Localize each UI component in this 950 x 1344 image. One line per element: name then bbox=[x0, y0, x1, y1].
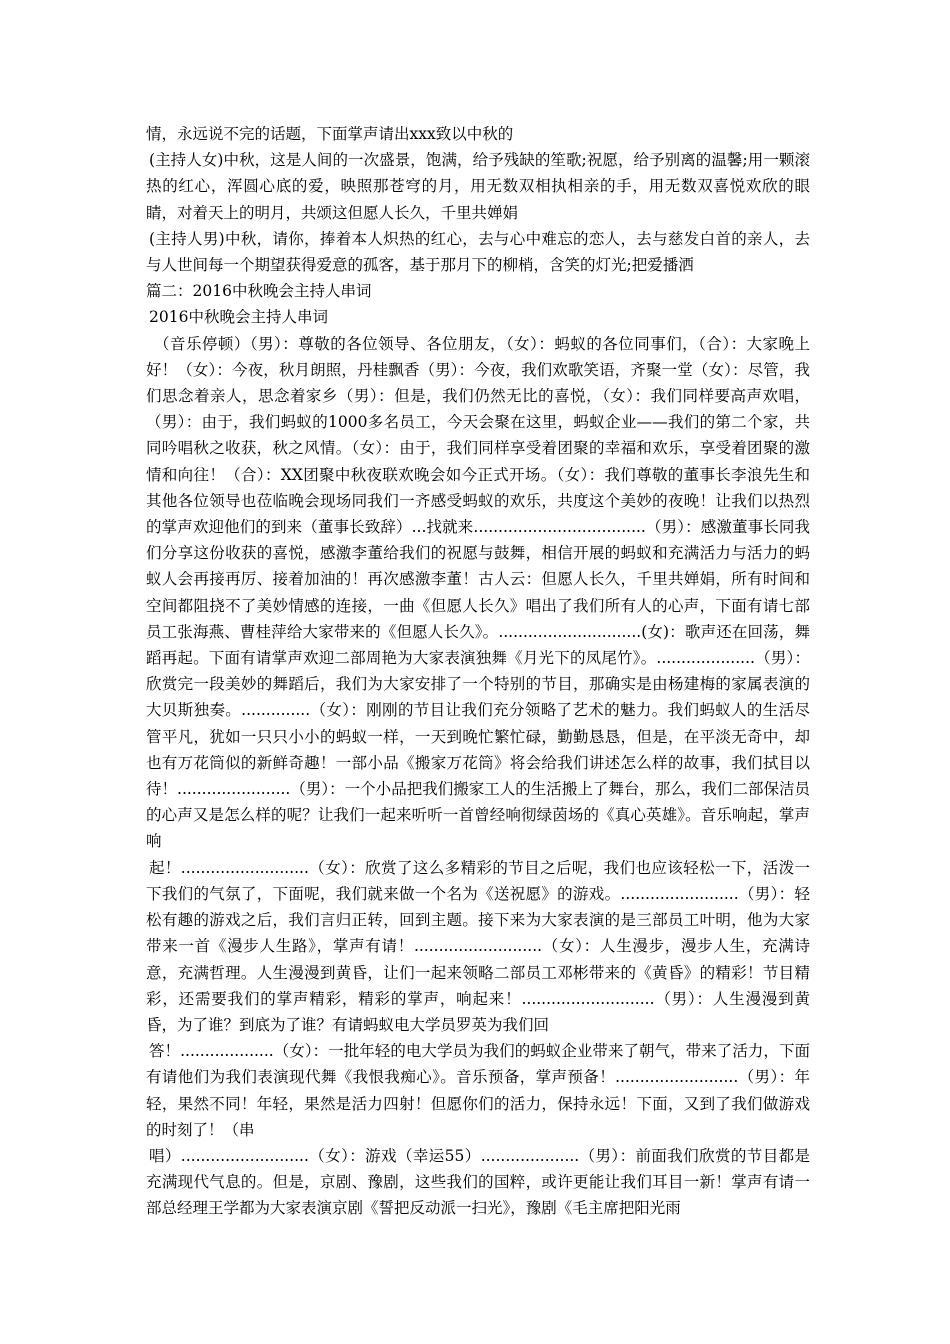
paragraph-script-part4: 唱）..........................（女）：游戏（幸运55）....................（男）：前面我们欣赏的节目都是充满现代气息的。但是，京剧、豫剧，这些我们的国粹，或许更能让我们耳目一新！掌声有请一部总经理王学都为大家表演京剧《誓把反动派一扫光》，豫剧《毛主席把阳光雨 bbox=[146, 1146, 810, 1218]
paragraph-script-main: （音乐停顿）（男）：尊敬的各位领导、各位朋友，（女）：蚂蚁的各位同事们，（合）：大家晚上好！（女）：今夜，秋月朗照，丹桂飘香（男）：今夜，我们欢歌笑语，齐聚一堂（女）：尽管，我们思念着亲人，思念着家乡（男）：但是，我们仍然无比的喜悦，（女）：我们同样要高声欢唱，（男）：由于，我们蚂蚁的1000多名员工，今天会聚在这里，蚂蚁企业——我们的第二个家，共同吟唱秋之收获，秋之风情。（女）：由于，我们同样享受着团聚的幸福和欢乐，享受着团聚的激情和向往！（合）：XX团聚中秋夜联欢晚会如今正式开场。（女）：我们尊敬的董事长李浪先生和其他各位领导也莅临晚会现场同我们一齐感受蚂蚁的欢乐，共度这个美妙的夜晚！让我们以热烈的掌声欢迎他们的到来（董事长致辞）...找就来...................................（男）：感激董事长同我们分享这份收获的喜悦，感激李董给我们的祝愿与鼓舞，相信开展的蚂蚁和充满活力与活力的蚂蚁人会再接再厉、接着加油的！再次感激李董！古人云：但愿人长久，千里共婵娟，所有时间和空间都阻挠不了美妙情感的连接，一曲《但愿人长久》唱出了我们所有人的心声，下面有请七部员工张海燕、曹桂萍给大家带来的《但愿人长久》。.............................(女)：歌声还在回荡，舞蹈再起。下面有请掌声欢迎二部周艳为大家表演独舞《月光下的凤尾竹》。....................（男）：欣赏完一段美妙的舞蹈后，我们为大家安排了一个特别的节目，那确实是由杨建梅的家属表演的大贝斯独奏。..............（女）：刚刚的节目让我们充分领略了艺术的魅力。我们蚂蚁人的生活尽管平凡，犹如一只只小小的蚂蚁一样，一天到晚忙繁忙碌，勤勤恳恳，但是，在平淡无奇中，却也有万花筒似的新鲜奇趣！一部小品《搬家万花筒》将会给我们讲述怎么样的故事，我们拭目以待！.......................（男）：一个小品把我们搬家工人的生活搬上了舞台，那么，我们二部保洁员的心声又是怎么样的呢？让我们一起来听听一首曾经响彻绿茵场的《真心英雄》。音乐响起，掌声响 bbox=[146, 334, 810, 851]
paragraph-host-male: (主持人男)中秋，请你，捧着本人炽热的红心，去与心中难忘的恋人，去与慈发白首的亲人，去与人世间每一个期望获得爱意的孤客，基于那月下的柳梢，含笑的灯光;把爱播洒 bbox=[146, 229, 810, 275]
document-body bbox=[146, 121, 810, 1222]
section-title: 2016中秋晚会主持人串词 bbox=[149, 308, 328, 327]
paragraph-intro-tail: 情，永远说不完的话题，下面掌声请出xxx致以中秋的 bbox=[146, 125, 514, 143]
paragraph-script-part2: 起！..........................（女）：欣赏了这么多精彩的节目之后呢，我们也应该轻松一下，活泼一下我们的气氛了，下面呢，我们就来做一个名为《送祝愿》的游戏。........................（男）：轻松有趣的游戏之后，我们言归正转，回到主题。接下来为大家表演的是三部员工叶明，他为大家带来一首《漫步人生路》，掌声有请！..........................（女）：人生漫步，漫步人生，充满诗意，充满哲理。人生漫漫到黄昏，让们一起来领略二部员工邓彬带来的《黄昏》的精彩！节目精彩，还需要我们的掌声精彩，精彩的掌声，响起来！...........................（男）：人生漫漫到黄昏，为了谁？到底为了谁？有请蚂蚁电大学员罗英为我们回 bbox=[146, 858, 810, 1034]
paragraph-script-part3: 答！...................（女）：一批年轻的电大学员为我们的蚂蚁企业带来了朝气，带来了活力，下面有请他们为我们表演现代舞《我恨我痴心》。音乐预备，掌声预备！.........................（男）：年轻，果然不同！年轻，果然是活力四射！但愿你们的活力，保持永远！下面，又到了我们做游戏的时刻了！（串 bbox=[146, 1042, 810, 1139]
section-heading: 篇二：2016中秋晚会主持人串词 bbox=[146, 282, 372, 301]
paragraph-host-female: (主持人女)中秋，这是人间的一次盛景，饱满，给予残缺的笙歌;祝愿，给予别离的温馨;用一颗滚热的红心，浑圆心底的爱，映照那苍穹的月，用无数双相执相亲的手，用无数双喜悦欢欣的眼睛，对着天上的明月，共颂这但愿人长久，千里共婵娟 bbox=[146, 151, 810, 222]
